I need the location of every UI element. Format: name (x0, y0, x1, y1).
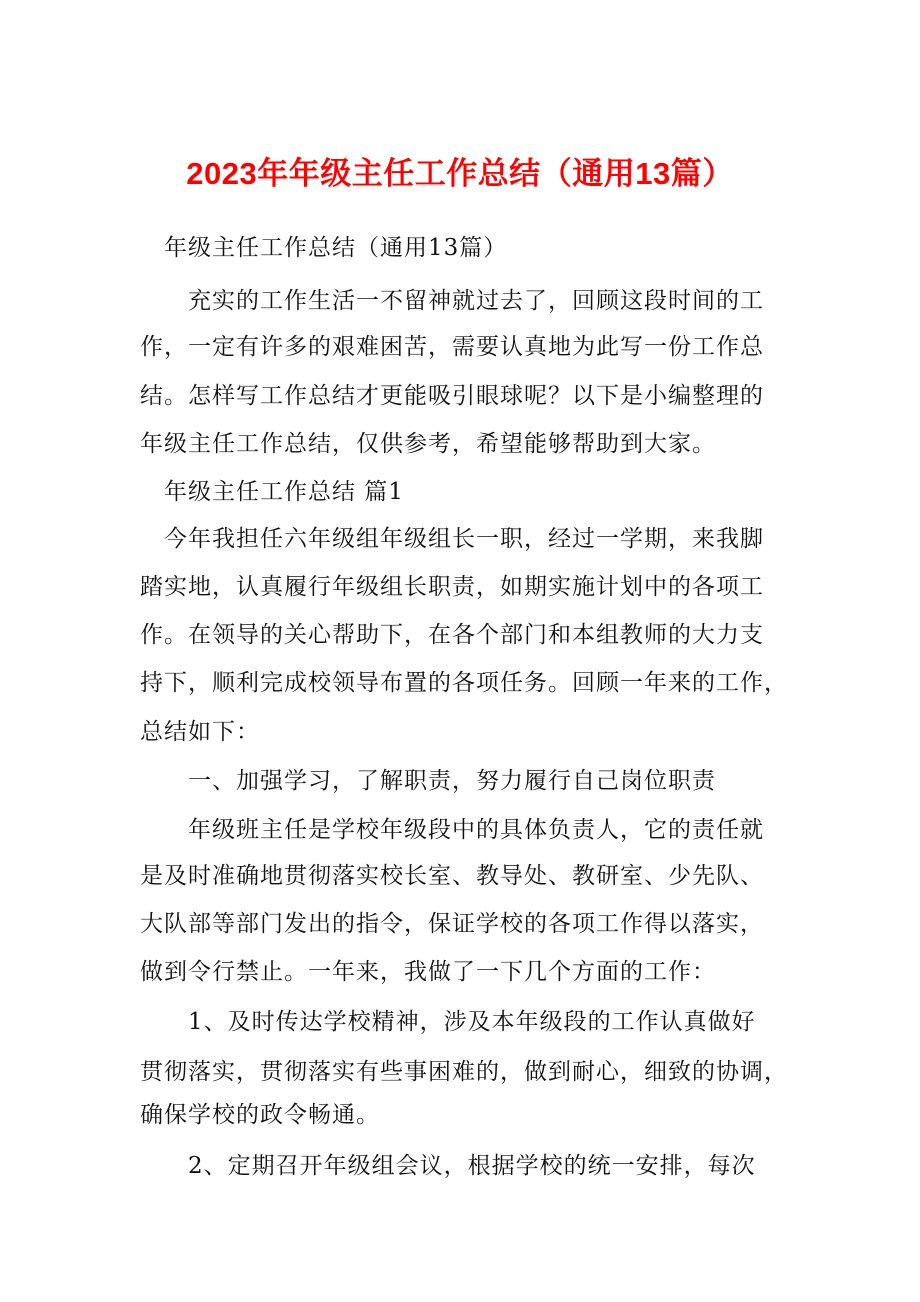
paragraph-line: 贯彻落实，贯彻落实有些事困难的，做到耐心，细致的协调， (140, 1059, 788, 1085)
list-item-line: 1、及时传达学校精神，涉及本年级段的工作认真做好 (188, 1009, 756, 1035)
paragraph-line: 作。在领导的关心帮助下，在各个部门和本组教师的大力支 (140, 622, 764, 648)
paragraph-line: 总结如下： (140, 719, 260, 745)
paragraph-line: 大队部等部门发出的指令，保证学校的各项工作得以落实， (140, 911, 764, 937)
paragraph-line: 确保学校的政令畅通。 (140, 1102, 380, 1128)
paragraph-line: 做到令行禁止。一年来，我做了一下几个方面的工作： (140, 959, 716, 985)
paragraph-line: 充实的工作生活一不留神就过去了，回顾这段时间的工 (188, 288, 764, 314)
paragraph-line: 作，一定有许多的艰难困苦，需要认真地为此写一份工作总 (140, 334, 764, 360)
paragraph-line: 年级主任工作总结，仅供参考，希望能够帮助到大家。 (140, 431, 716, 457)
subsection-heading: 一、加强学习，了解职责，努力履行自己岗位职责 (188, 768, 716, 794)
paragraph-line: 今年我担任六年级组年级组长一职，经过一学期，来我脚 (164, 526, 764, 552)
paragraph-line: 年级班主任是学校年级段中的具体负责人，它的责任就 (188, 817, 764, 843)
paragraph-line: 结。怎样写工作总结才更能吸引眼球呢？以下是小编整理的 (140, 383, 764, 409)
paragraph-line: 是及时准确地贯彻落实校长室、教导处、教研室、少先队、 (140, 863, 764, 889)
subtitle-line: 年级主任工作总结（通用13篇） (164, 235, 508, 261)
document-title: 2023年年级主任工作总结（通用13篇） (186, 156, 734, 191)
list-item-line: 2、定期召开年级组会议，根据学校的统一安排，每次 (188, 1153, 756, 1179)
paragraph-line: 踏实地，认真履行年级组长职责，如期实施计划中的各项工 (140, 574, 764, 600)
section-heading: 年级主任工作总结 篇1 (164, 479, 404, 505)
paragraph-line: 持下，顺利完成校领导布置的各项任务。回顾一年来的工作， (140, 670, 788, 696)
